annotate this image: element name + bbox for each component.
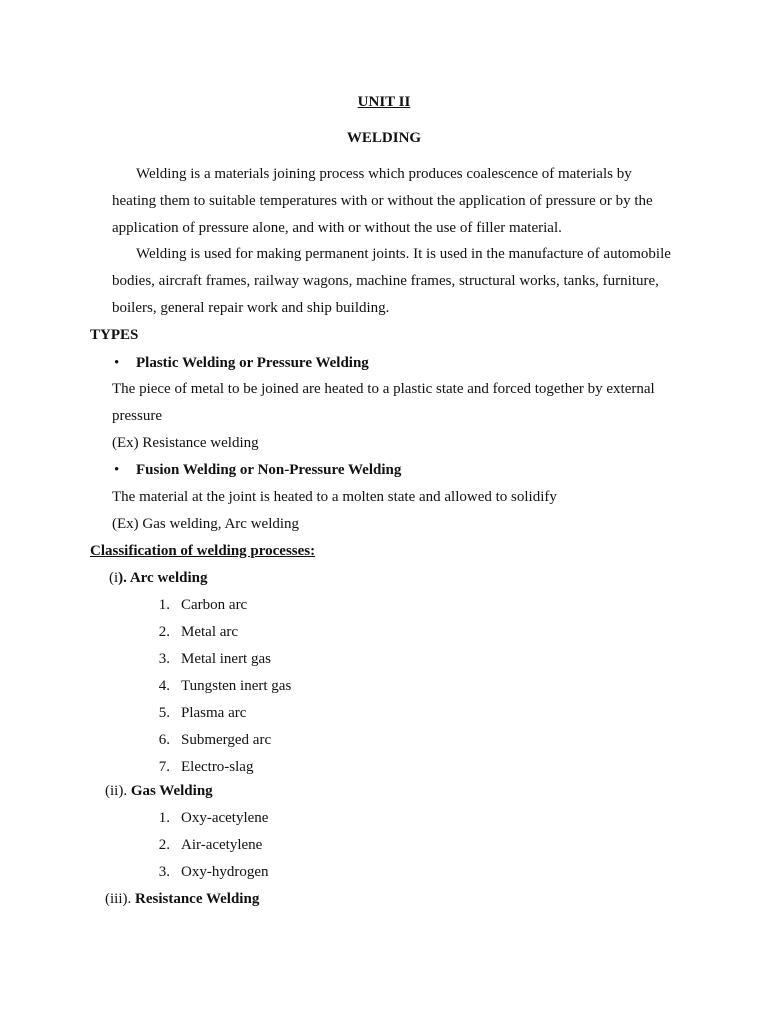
type-plastic-title: Plastic Welding or Pressure Welding bbox=[136, 355, 369, 371]
types-heading: TYPES bbox=[90, 327, 139, 343]
type-plastic-desc-line2: pressure bbox=[112, 408, 162, 424]
list-number: 1. bbox=[158, 597, 170, 613]
group-arc-prefix: (i bbox=[109, 570, 119, 586]
group-arc-heading bbox=[109, 569, 207, 587]
list-number: 3. bbox=[158, 651, 170, 667]
list-item: Carbon arc bbox=[181, 597, 248, 613]
list-number: 7. bbox=[158, 759, 170, 775]
group-gas-heading bbox=[105, 782, 213, 800]
list-number: 2. bbox=[158, 837, 170, 853]
intro-para2-line2: bodies, aircraft frames, railway wagons, machine frames, structural works, tanks, furniture, bbox=[112, 273, 659, 289]
list-item: Submerged arc bbox=[181, 732, 272, 748]
list-item: Air-acetylene bbox=[181, 837, 263, 853]
intro-para1-line2: heating them to suitable temperatures with or without the application of pressure or by the bbox=[112, 193, 653, 209]
group-resistance-heading bbox=[105, 890, 259, 908]
list-item: Oxy-hydrogen bbox=[181, 864, 269, 880]
list-item: Metal arc bbox=[181, 624, 239, 640]
list-item: Plasma arc bbox=[181, 705, 247, 721]
group-gas-prefix: (ii). bbox=[105, 783, 131, 799]
list-item: Tungsten inert gas bbox=[181, 678, 292, 694]
list-number: 2. bbox=[158, 624, 170, 640]
intro-para2-line1: Welding is used for making permanent joints. It is used in the manufacture of automobile bbox=[136, 246, 671, 262]
list-item: Metal inert gas bbox=[181, 651, 271, 667]
list-number: 5. bbox=[158, 705, 170, 721]
list-number: 3. bbox=[158, 864, 170, 880]
type-fusion-title: Fusion Welding or Non-Pressure Welding bbox=[136, 462, 402, 478]
bullet-icon: • bbox=[114, 462, 120, 478]
type-fusion-example: (Ex) Gas welding, Arc welding bbox=[112, 516, 300, 532]
group-gas-title: Gas Welding bbox=[130, 783, 213, 799]
list-number: 1. bbox=[158, 810, 170, 826]
unit-heading: UNIT II bbox=[357, 94, 411, 110]
classification-heading: Classification of welding processes: bbox=[90, 543, 316, 559]
type-plastic-example: (Ex) Resistance welding bbox=[112, 435, 259, 451]
list-item: Electro-slag bbox=[181, 759, 254, 775]
group-resistance-prefix: (iii). bbox=[105, 891, 135, 907]
list-item: Oxy-acetylene bbox=[181, 810, 269, 826]
group-arc-title: ). Arc welding bbox=[118, 570, 208, 586]
group-resistance-title: Resistance Welding bbox=[135, 891, 260, 907]
type-plastic-desc-line1: The piece of metal to be joined are heated to a plastic state and forced together by external bbox=[112, 381, 655, 397]
list-number: 6. bbox=[158, 732, 170, 748]
page-title: WELDING bbox=[346, 130, 422, 146]
bullet-icon: • bbox=[114, 355, 120, 371]
list-number: 4. bbox=[158, 678, 170, 694]
intro-para2-line3: boilers, general repair work and ship building. bbox=[112, 300, 390, 316]
type-fusion-desc-line1: The material at the joint is heated to a molten state and allowed to solidify bbox=[112, 489, 557, 505]
intro-para1-line1: Welding is a materials joining process which produces coalescence of materials by bbox=[136, 166, 632, 182]
intro-para1-line3: application of pressure alone, and with or without the use of filler material. bbox=[112, 220, 562, 236]
